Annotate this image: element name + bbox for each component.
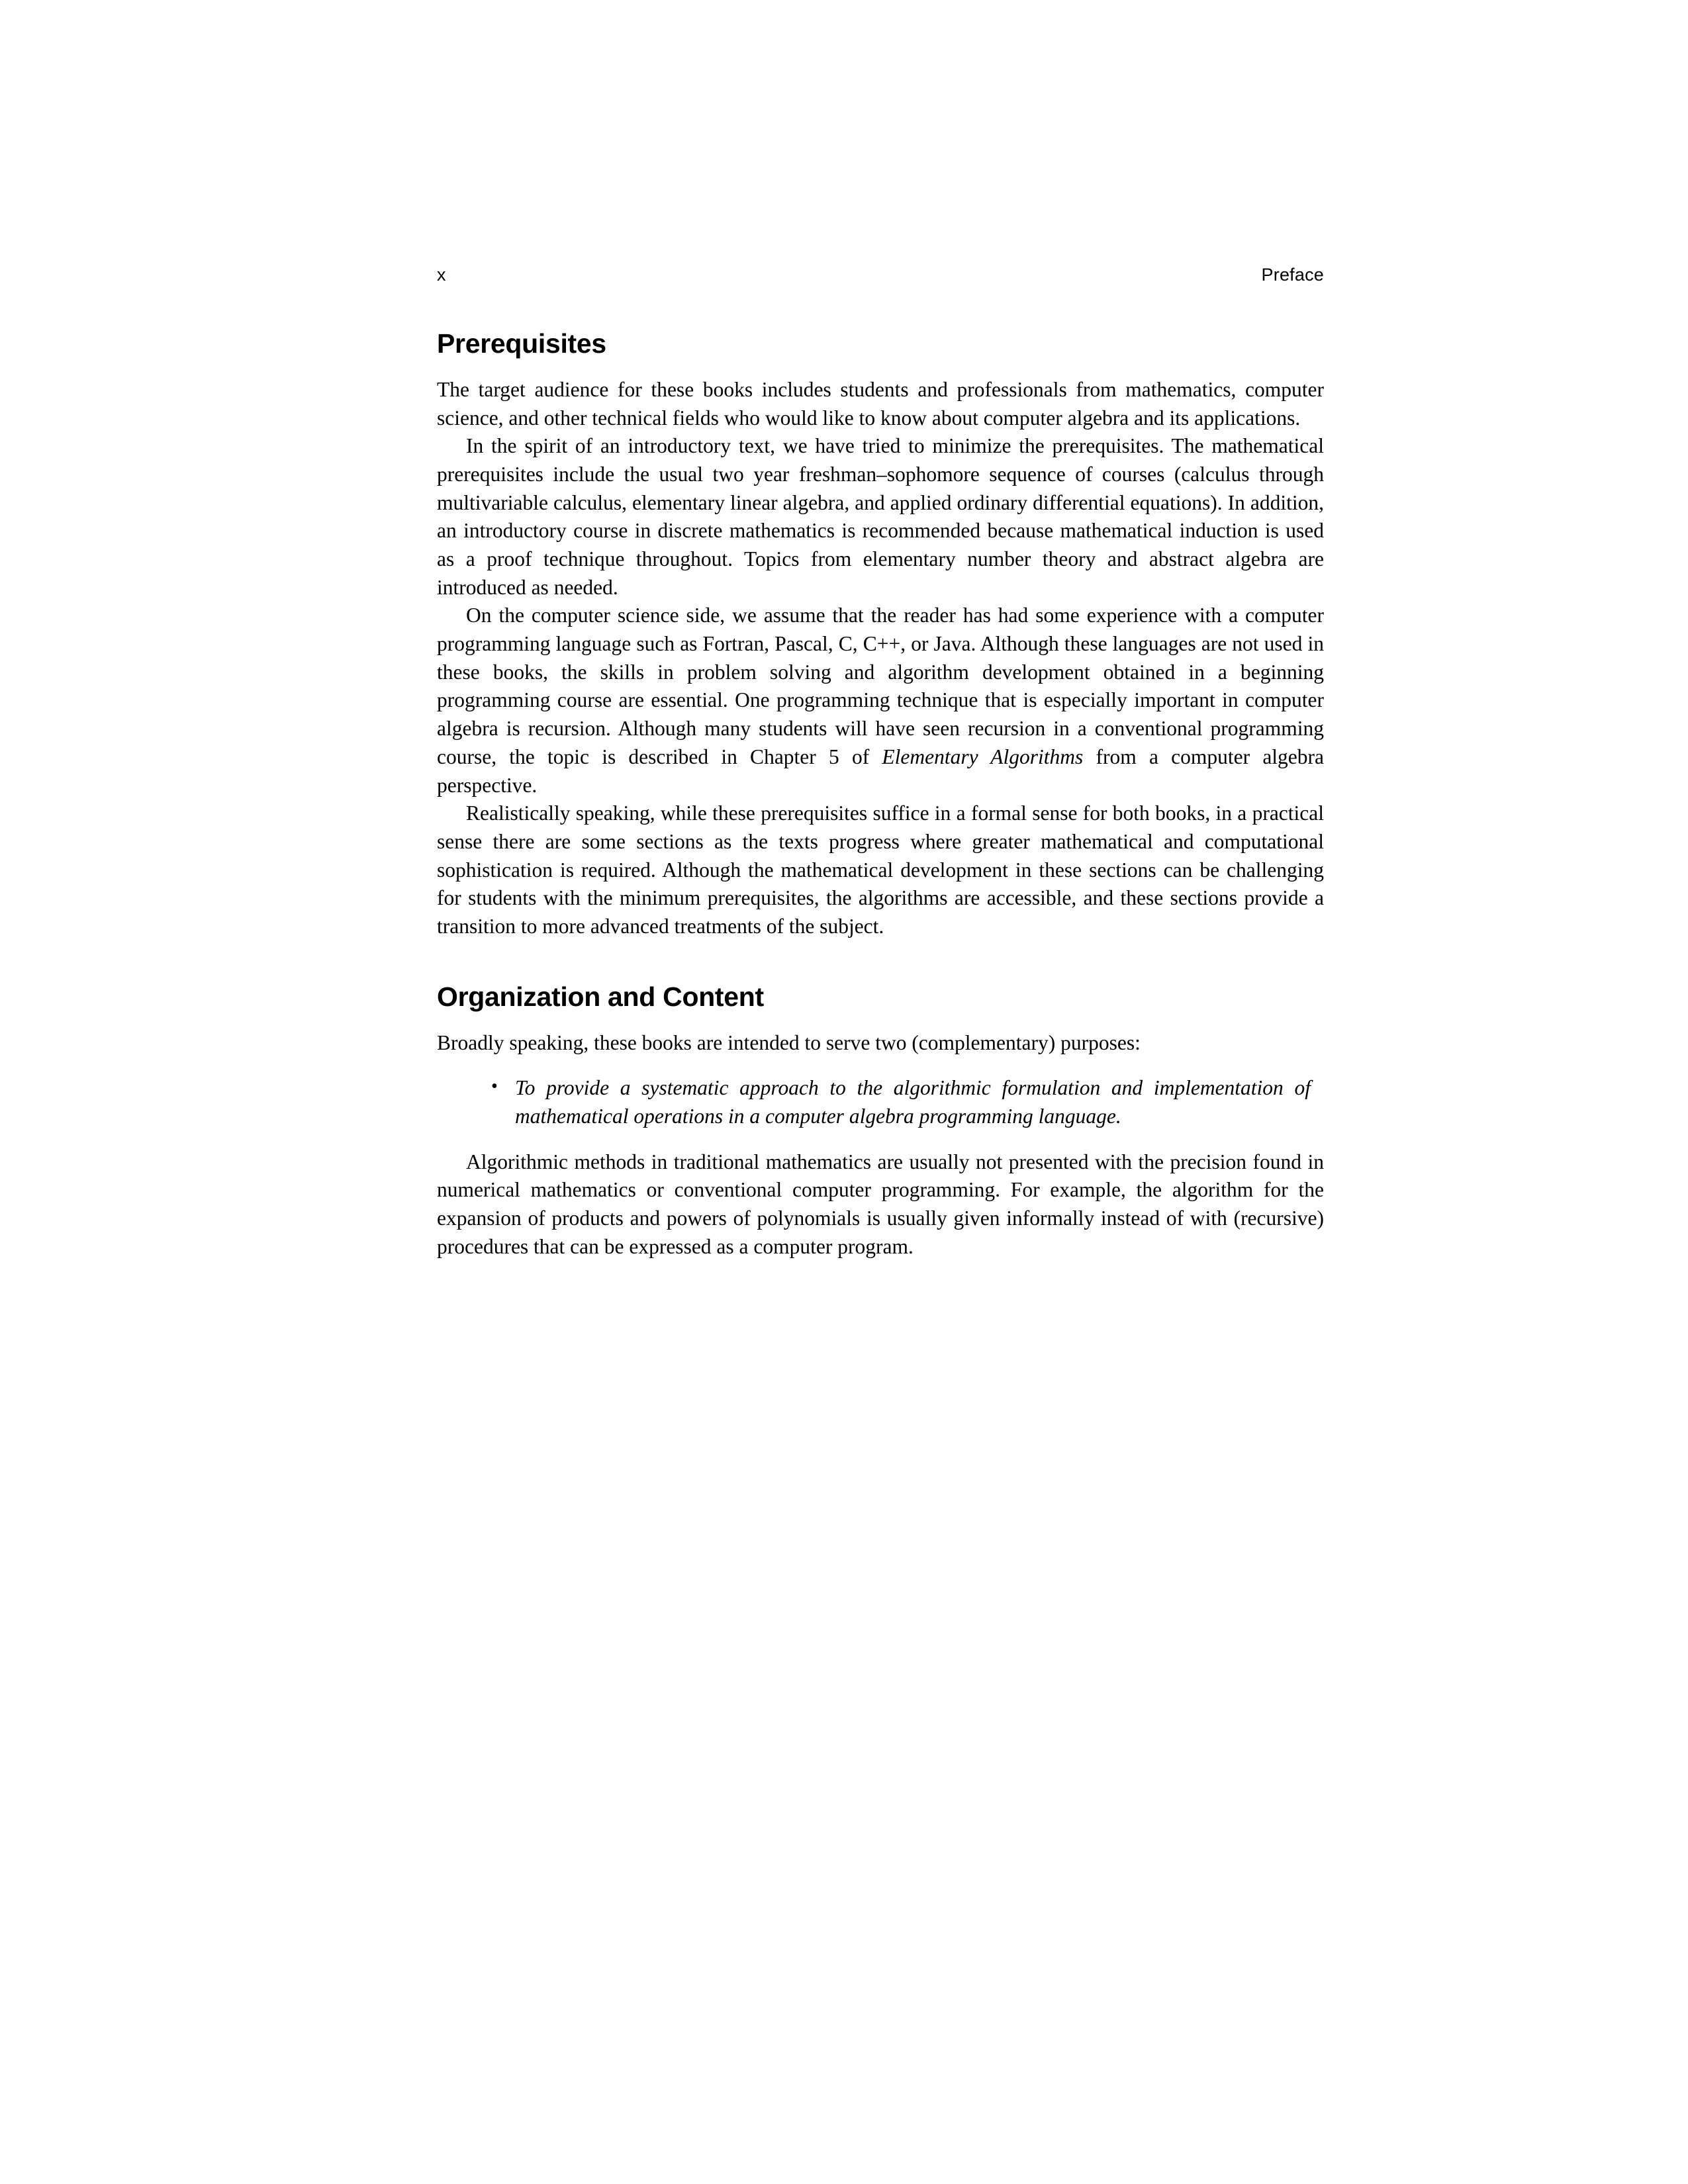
- paragraph-prereq-3-tail: from a computer algebra perspective.: [437, 745, 1325, 797]
- page-content: [437, 265, 1324, 1261]
- list-item: • To provide a systematic approach to the algorithmic formulation and implementation of mathematical operations in a computer algebra programming language.: [515, 1074, 1324, 1130]
- purpose-list: [437, 1074, 1324, 1130]
- paragraph-org-1: Broadly speaking, these books are intended to serve two (complementary) purposes:: [437, 1030, 1141, 1054]
- paragraph-prereq-4: Realistically speaking, while these prerequisites suffice in a formal sense for both books, in a practical sense there are some sections as the texts progress where greater mathematical and computational sophistication is required. Although the mathematical development in these sections can be challenging for students with the minimum prerequisites, the algorithms are accessible, and these sections provide a transition to more advanced treatments of the subject.: [437, 801, 1324, 938]
- paragraph-org-2: Algorithmic methods in traditional mathematics are usually not presented with the precision found in numerical mathematics or conventional computer programming. For example, the algorithm for the expansion of products and powers of polynomials is usually given informally instead of with (recursive) procedures that can be expressed as a computer program.: [437, 1150, 1324, 1258]
- page-number: x: [437, 265, 446, 285]
- paragraph-prereq-1: The target audience for these books includes students and professionals from mathematics, computer science, and other technical fields who would like to know about computer algebra and its applications.: [437, 378, 1324, 430]
- section-heading-prerequisites: Prerequisites: [437, 328, 606, 359]
- running-head: [437, 265, 1324, 285]
- running-title: Preface: [1261, 265, 1324, 285]
- paragraph-prereq-3: [437, 602, 1324, 799]
- paragraph-prereq-2: In the spirit of an introductory text, we have tried to minimize the prerequisites. The mathematical prerequisites include the usual two year freshman–sophomore sequence of courses (calculus through multivariable calculus, elementary linear algebra, and applied ordinary differential equations). In addition, an introductory course in discrete mathematics is recommended because mathematical induction is used as a proof technique throughout. Topics from elementary number theory and abstract algebra are introduced as needed.: [437, 434, 1324, 599]
- section-heading-organization: Organization and Content: [437, 981, 764, 1012]
- paragraph-prereq-3-lead: On the computer science side, we assume that the reader has had some experience with a computer programming language such as Fortran, Pascal, C, C++, or Java. Although these languages are not used in these books, the skills in problem solving and algorithm development obtained in a beginning programming course are essential. One programming technique that is especially important in computer algebra is recursion. Although many students will have seen recursion in a conventional programming course, the topic is described in Chapter 5 of: [437, 604, 1324, 768]
- book-title-elementary-algorithms: Elementary Algorithms: [882, 745, 1084, 768]
